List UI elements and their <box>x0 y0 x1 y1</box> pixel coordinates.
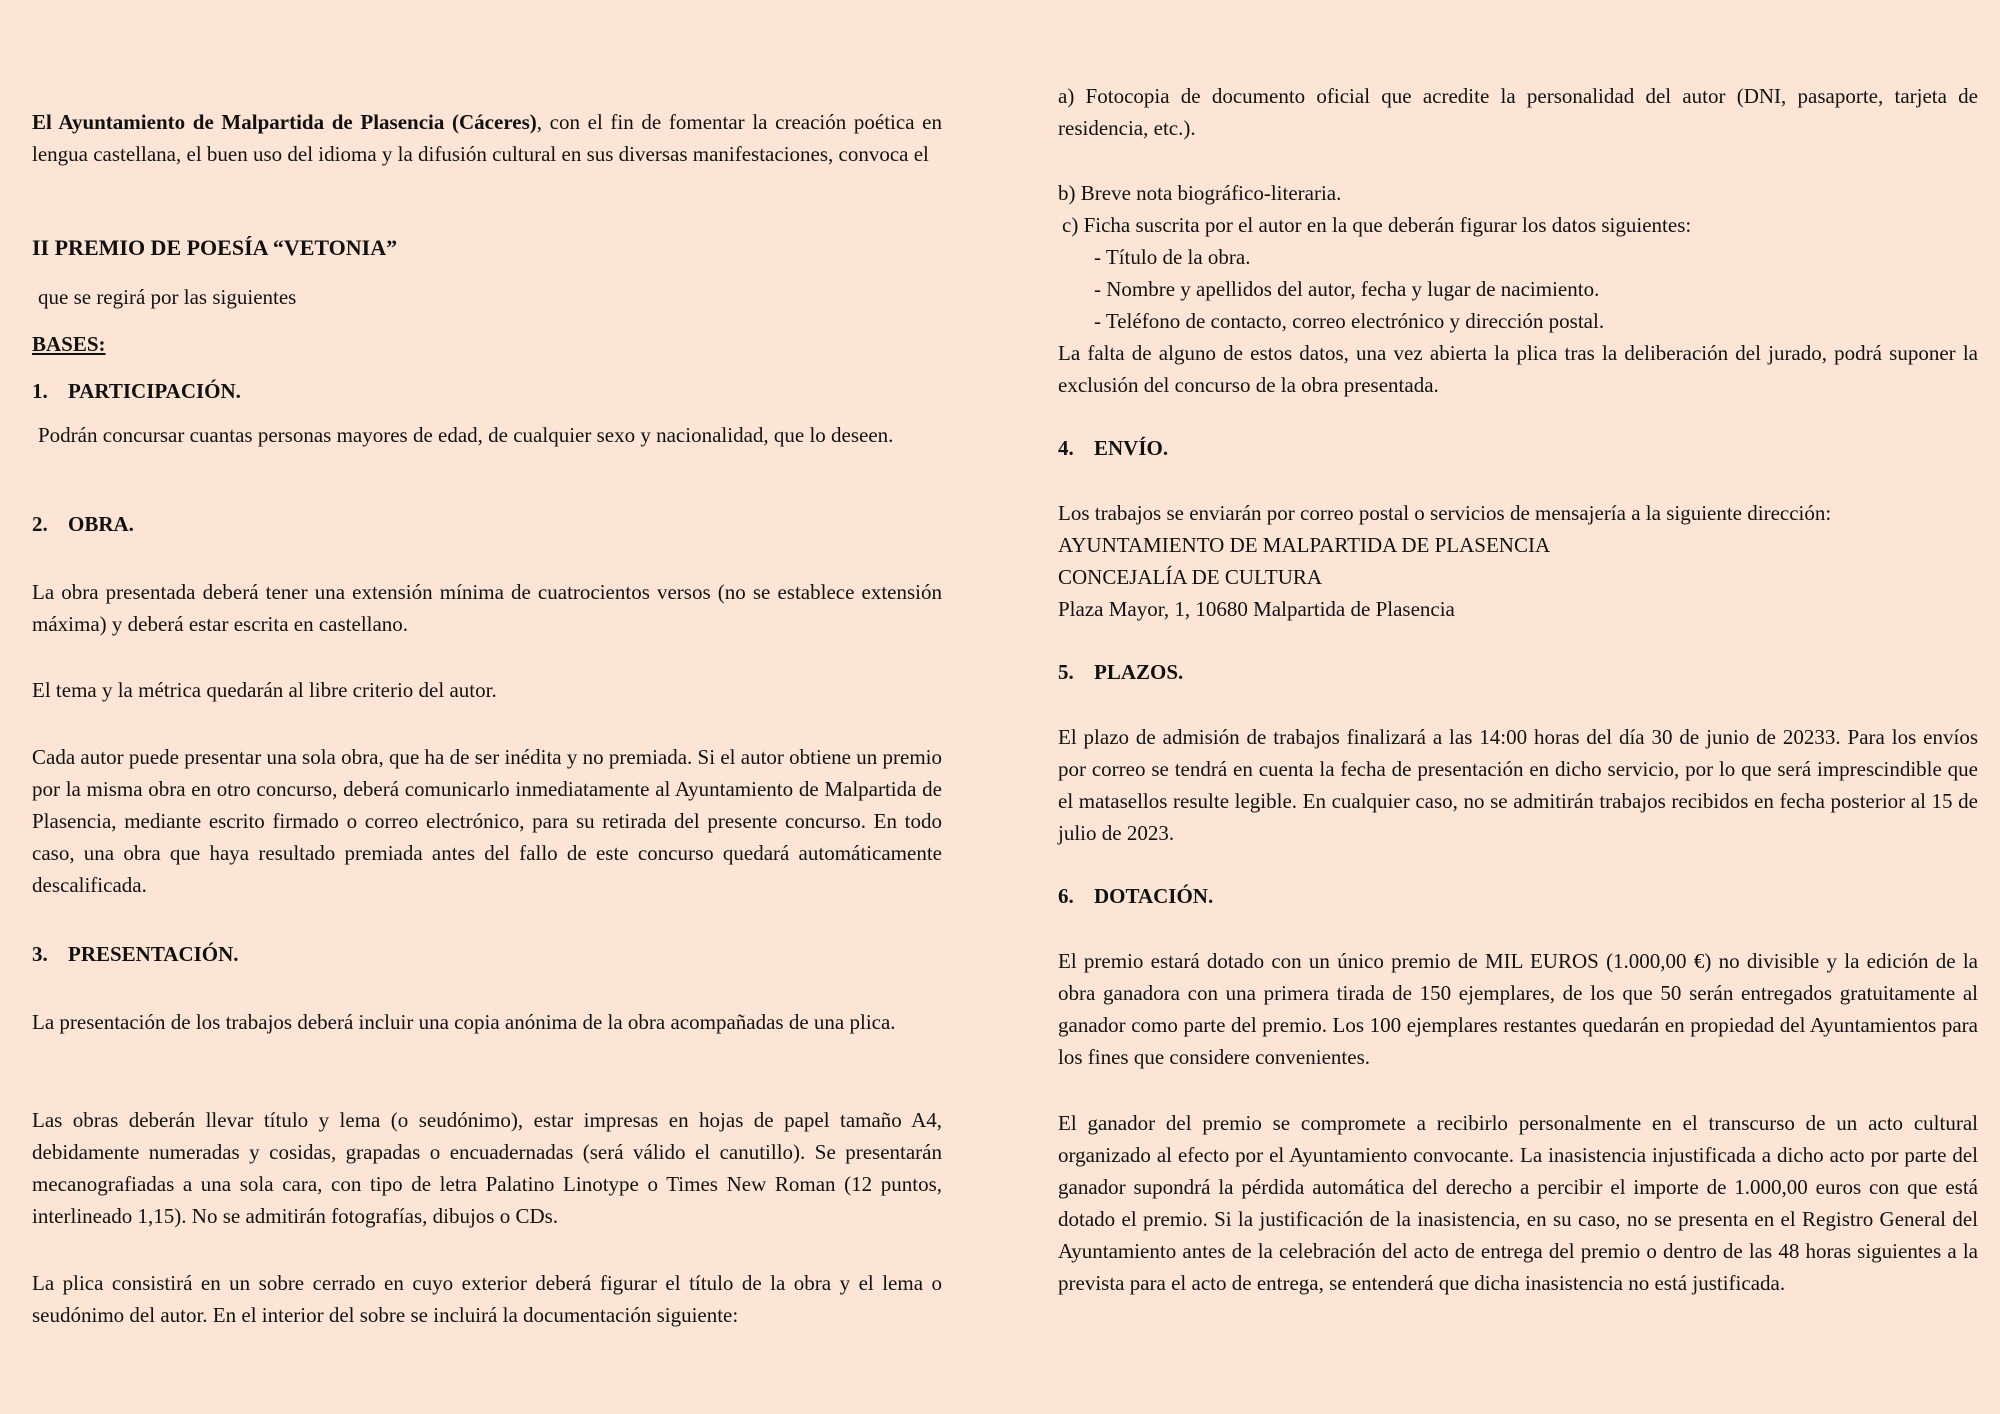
section-3-paragraph-3: La plica consistirá en un sobre cerrado en cuyo exterior deberá figurar el título de la obra y el lema o seudónimo del autor. En el interior del sobre se incluirá la documentación siguiente: <box>32 1271 942 1327</box>
section-1-body: Podrán concursar cuantas personas mayores de edad, de cualquier sexo y nacionalidad, que lo deseen. <box>38 423 894 447</box>
intro-organizer: El Ayuntamiento de Malpartida de Plasencia (Cáceres) <box>32 110 537 134</box>
section-5-heading <box>1058 656 1183 688</box>
section-number: 5. <box>1058 660 1074 684</box>
section-3-paragraph-2: Las obras deberán llevar título y lema (o seudónimo), estar impresas en hojas de papel tamaño A4, debidamente numeradas y cosidas, grapadas o encuadernadas (será válido el canutillo). Se presentarán mecanografiadas a una sola cara, con tipo de letra Palatino Linotype o Times New Roman (12 puntos, interlineado 1,15). No se admitirán fotografías, dibujos o CDs. <box>32 1108 942 1228</box>
section-1-text <box>32 423 942 447</box>
section-title: PARTICIPACIÓN. <box>68 379 241 403</box>
section-2-paragraph-3: Cada autor puede presentar una sola obra, que ha de ser inédita y no premiada. Si el autor obtiene un premio por la misma obra en otro concurso, deberá comunicarlo inmediatamente al Ayuntamiento de Malpartida de Plasencia, mediante escrito firmado o correo electrónico, para su retirada del presente concurso. En todo caso, una obra que haya resultado premiada antes del fallo de este concurso quedará automáticamente descalificada. <box>32 745 942 897</box>
section-2-paragraph-1: La obra presentada deberá tener una extensión mínima de cuatrocientos versos (no se establece extensión máxima) y deberá estar escrita en castellano. <box>32 580 942 636</box>
address-line-1: AYUNTAMIENTO DE MALPARTIDA DE PLASENCIA <box>1058 533 1551 557</box>
section-3-paragraph-1: La presentación de los trabajos deberá incluir una copia anónima de la obra acompañadas de una plica. <box>32 1010 896 1034</box>
address-line-3: Plaza Mayor, 1, 10680 Malpartida de Plasencia <box>1058 597 1455 621</box>
section-title: PLAZOS. <box>1094 660 1184 684</box>
document-item-c-3: - Teléfono de contacto, correo electrónico y dirección postal. <box>1094 309 1605 333</box>
section-number: 4. <box>1058 436 1074 460</box>
document-item-b: b) Breve nota biográfico-literaria. <box>1058 181 1342 205</box>
section-6-paragraph-2: El ganador del premio se compromete a recibirlo personalmente en el transcurso de un acto cultural organizado al efecto por el Ayuntamiento convocante. La inasistencia injustificada a dicho acto por parte del ganador supondrá la pérdida automática del derecho a percibir el importe de 1.000,00 euros con que está dotado el premio. Si la justificación de la inasistencia, en su caso, no se presenta en el Registro General del Ayuntamiento antes de la celebración del acto de entrega del premio o dentro de las 48 horas siguientes a la prevista para el acto de entrega, se entenderá que dicha inasistencia no está justificada. <box>1058 1111 1978 1295</box>
contest-subtitle <box>38 281 296 313</box>
contest-title: II PREMIO DE POESÍA “VETONIA” <box>32 235 398 260</box>
section-5-paragraph-1: El plazo de admisión de trabajos finalizará a las 14:00 horas del día 30 de junio de 20233. Para los envíos por correo se tendrá en cuenta la fecha de presentación en dicho servicio, por lo que será imprescindible que el matasellos resulte legible. En cualquier caso, no se admitirán trabajos recibidos en fecha posterior al 15 de julio de 2023. <box>1058 725 1978 845</box>
document-item-c: c) Ficha suscrita por el autor en la que deberán figurar los datos siguientes: <box>1062 213 1692 237</box>
document-item-a: a) Fotocopia de documento oficial que acredite la personalidad del autor (DNI, pasaporte, tarjeta de residencia, etc.). <box>1058 84 1978 140</box>
document-item-c-1: - Título de la obra. <box>1094 245 1251 269</box>
section-6-heading <box>1058 880 1213 912</box>
address-line-2: CONCEJALÍA DE CULTURA <box>1058 565 1323 589</box>
section-number: 2. <box>32 512 48 536</box>
section-title: PRESENTACIÓN. <box>68 942 239 966</box>
section-title: ENVÍO. <box>1094 436 1169 460</box>
section-number: 3. <box>32 942 48 966</box>
document-item-c-2: - Nombre y apellidos del autor, fecha y lugar de nacimiento. <box>1094 277 1600 301</box>
intro-text: , con el fin de fomentar la creación poética en lengua castellana, el buen uso del idioma y la difusión cultural en sus diversas manifestaciones, convoca el <box>32 110 942 166</box>
bases-heading: BASES: <box>32 332 106 356</box>
section-4-paragraph-1: Los trabajos se enviarán por correo postal o servicios de mensajería a la siguiente dirección: <box>1058 501 1832 525</box>
section-6-paragraph-1: El premio estará dotado con un único premio de MIL EUROS (1.000,00 €) no divisible y la edición de la obra ganadora con una primera tirada de 150 ejemplares, de los que 50 serán entregados gratuitamente al ganador como parte del premio. Los 100 ejemplares restantes quedarán en propiedad del Ayuntamientos para los fines que considere convenientes. <box>1058 949 1978 1069</box>
intro-paragraph <box>32 106 942 170</box>
section-title: DOTACIÓN. <box>1094 884 1214 908</box>
contest-subtitle-text: que se regirá por las siguientes <box>38 285 297 309</box>
section-number: 6. <box>1058 884 1074 908</box>
section-2-paragraph-2: El tema y la métrica quedarán al libre criterio del autor. <box>32 678 497 702</box>
section-4-heading <box>1058 432 1168 464</box>
section-number: 1. <box>32 379 48 403</box>
section-3-heading <box>32 938 239 970</box>
section-2-heading <box>32 508 134 540</box>
section-1-heading <box>32 375 241 407</box>
missing-data-note: La falta de alguno de estos datos, una vez abierta la plica tras la deliberación del jurado, podrá suponer la exclusión del concurso de la obra presentada. <box>1058 341 1978 397</box>
section-title: OBRA. <box>68 512 134 536</box>
